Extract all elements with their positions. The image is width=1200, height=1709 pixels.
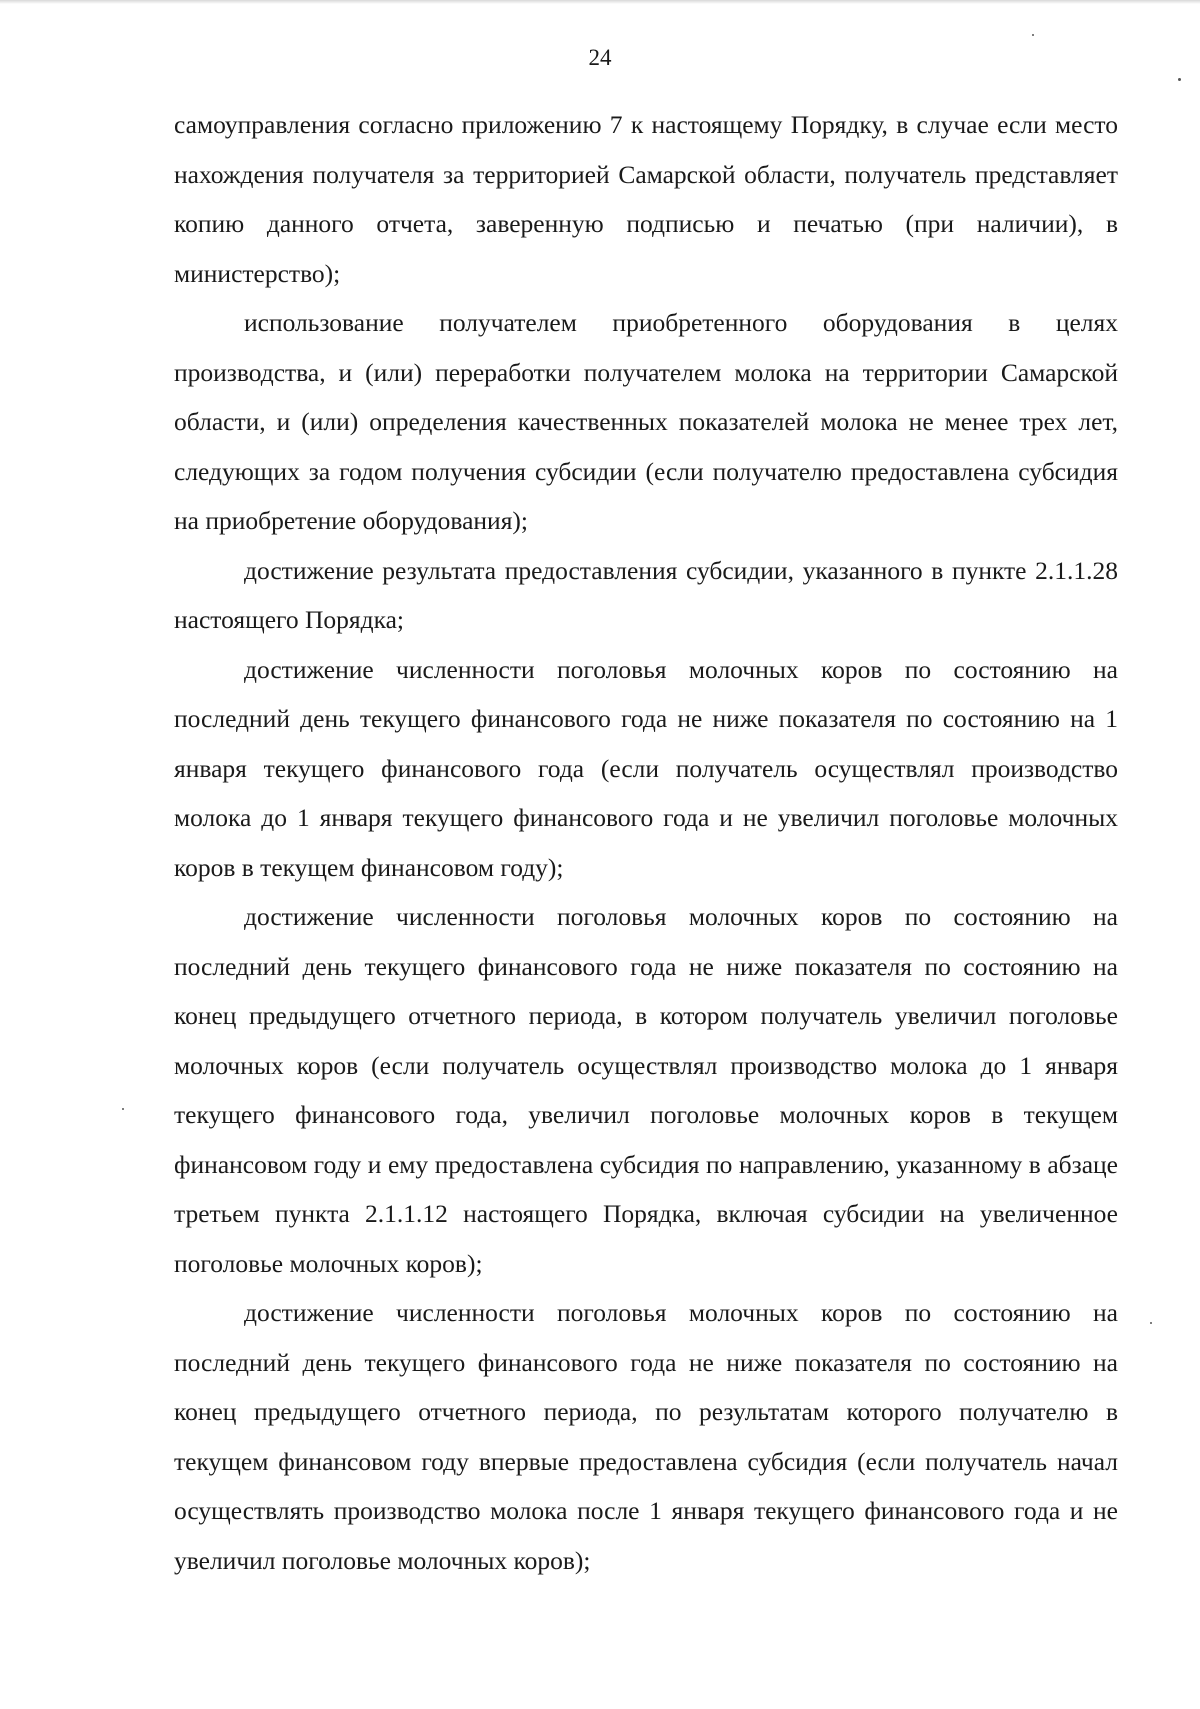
document-body [174, 100, 1118, 1585]
paragraph-herd-size-increase: достижение численности поголовья молочных коров по состоянию на последний день текущего финансового года не ниже показателя по состоянию на конец предыдущего отчетного периода, в котором получатель увеличил поголовье молочных коров (если получатель осуществлял производство молока до 1 января текущего финансового года, увеличил поголовье молочных коров в текущем финансовом году и ему предоставлена субсидия по направлению, указанному в абзаце третьем пункта 2.1.1.12 настоящего Порядка, включая субсидии на увеличенное поголовье молочных коров); [174, 902, 1118, 1278]
paragraph-continuation: самоуправления согласно приложению 7 к настоящему Порядку, в случае если место нахождения получателя за территорией Самарской области, получатель представляет копию данного отчета, заверенную подписью и печатью (при наличии), в министерство); [174, 110, 1118, 288]
paragraph-herd-size-january: достижение численности поголовья молочных коров по состоянию на последний день текущего финансового года не ниже показателя по состоянию на 1 января текущего финансового года (если получатель осуществлял производство молока до 1 января текущего финансового года и не увеличил поголовье молочных коров в текущем финансовом году); [174, 654, 1118, 882]
scan-speck [1178, 78, 1181, 81]
scan-speck [122, 1108, 124, 1110]
scan-speck [1150, 1322, 1152, 1324]
paragraph-result-achievement: достижение результата предоставления субсидии, указанного в пункте 2.1.1.28 настоящего Порядка; [174, 555, 1118, 634]
paragraph-equipment-use: использование получателем приобретенного оборудования в целях производства, и (или) переработки получателем молока на территории Самарской области, и (или) определения качественных показателей молока не менее трех лет, следующих за годом получения субсидии (если получателю предоставлена субсидия на приобретение оборудования); [174, 308, 1118, 535]
paragraph-herd-size-first-subsidy: достижение численности поголовья молочных коров по состоянию на последний день текущего финансового года не ниже показателя по состоянию на конец предыдущего отчетного периода, по результатам которого получателю в текущем финансовом году впервые предоставлена субсидия (если получатель начал осуществлять производство молока после 1 января текущего финансового года и не увеличил поголовье молочных коров); [174, 1298, 1118, 1575]
scan-speck [1032, 34, 1034, 36]
scan-edge [0, 0, 1200, 4]
page-number: 24 [588, 45, 612, 70]
